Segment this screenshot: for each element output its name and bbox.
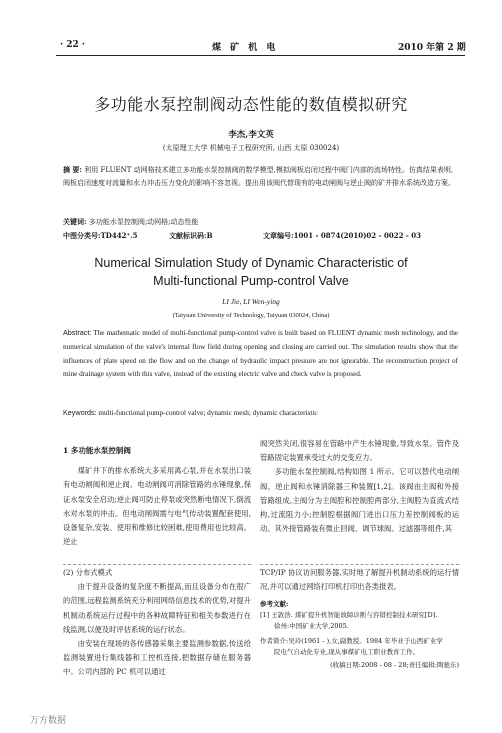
journal-name: 煤 矿 机 电 (212, 43, 279, 53)
title-cn: 多功能水泵控制阀动态性能的数值模拟研究 (94, 95, 408, 114)
right-column-bottom (260, 566, 459, 671)
keywords-en-label: Keywords: (63, 408, 97, 417)
title-en-line2: Multi-functional Pump-control Valve (153, 274, 349, 288)
left-column-bottom (63, 566, 251, 680)
right-column-top (260, 437, 459, 536)
right-paragraph-2: 多功能水泵控制阀,结构如图 1 所示。它可以替代电动闸阀、逆止阀和水锤消除器三种装置[1,2]。该阀由主阀和外接管路组成,主阀分为主阀腔和控制腔两部分,主阀腔为直流式结构,过流阻力小;控制腔根据阀门进出口压力差控制阀板的运动。其外接管路装有微止回阀、调节球阀、过滤器等组件,其 (260, 467, 459, 534)
classification-number: 中图分类号:TD442⁺.5 (63, 231, 138, 240)
abstract-en-text: The mathematic model of multi-functional pump-control valve is built based on FLUENT dynamic mesh technology, and the numerical simulation of the valve's internal flow field during opening and closing are carried out. The simulation results show that the influences of plate speed on the flow and on the change of hydraulic impact pressure are not ignorable. The reconstruction project of mine drainage system with this valve, instead of the existing electric valve and check valve is proposed. (63, 329, 458, 379)
left-column-top (63, 444, 251, 549)
keywords-cn-label: 关键词: (63, 217, 87, 226)
title-en-line1: Numerical Simulation Study of Dynamic Characteristic of (94, 256, 408, 270)
watermark: 万方数据 (30, 716, 67, 726)
abstract-en (63, 326, 458, 382)
received-date: (收稿日期:2008 - 08 - 28;责任编辑:陶驰东) (330, 661, 459, 670)
keywords-en (63, 408, 458, 417)
reference-1-line2: 徐州:中国矿业大学,2005. (274, 622, 349, 631)
left-paragraph-1: 煤矿井下的排水系统大多采用离心泵,并在水泵出口装有电动闸阀和逆止阀。电动闸阀可消除管路的水锤现象,保证水泵安全启动;逆止阀可防止停泵或突然断电情况下,倒流水对水泵的冲击。但电动闸阀需与电气传动装置配套使用,设备复杂,安装、使用和维修比较困难,使用费用也比较高。逆止 (63, 466, 251, 547)
references-title: 参考文献: (260, 600, 289, 609)
subsection-heading: (2) 分布式模式 (63, 568, 113, 577)
keywords-cn (63, 215, 457, 229)
authors-en: LI Jie, LI Wen-ying (222, 297, 280, 306)
right-paragraph-3: TCP/IP 协议访问服务器,实时地了解提升机制动系统的运行情况,并可以通过网络打印机打印出各类报表。 (260, 568, 459, 592)
affiliation-en: (Taiyuan University of Technology, Taiyuan 030024, China) (172, 312, 330, 319)
page-number: · 22 · (60, 40, 86, 50)
keywords-en-text: multi-functional pump-control valve; dynamic mesh; dynamic characteristic (98, 409, 318, 417)
left-paragraph-2: 由于提升设备的复杂度不断提高,而且设备分布在很广的范围,远程监测系统充分利用网络信息技术的优势,对提升机制动系统运行过程中的各种故障特征和相关参数进行在线监测,以便及时评估系统的运行状态。 (63, 582, 251, 634)
right-paragraph-1: 阀突然关闭,很容易在管路中产生水锤现象,导致水泵、管件及管路固定装置承受过大的交变应力。 (260, 439, 459, 463)
issue-label: 2010 年第 2 期 (398, 43, 466, 53)
document-code: 文献标识码:B (169, 231, 213, 240)
references (260, 599, 459, 671)
classification-row (63, 229, 457, 242)
keywords-cn-text: 多功能水泵控制阀;动网格;动态性能 (88, 218, 199, 226)
author-bio-line2: 院电气自动化专业,现从事煤矿电工职业教育工作。 (274, 648, 420, 657)
author-bio-line1: 作者简介:吴玲(1961 - ),女,副教授。1984 年毕业于山西矿业学 (260, 637, 443, 646)
section-heading-1: 1 多功能水泵控制阀 (63, 446, 131, 455)
authors-cn: 李杰,李文英 (228, 130, 274, 140)
abstract-en-label: Abstract: (63, 328, 92, 337)
reference-1-line1: [1] 王敦浩. 煤矿提升机智能故障诊断与容错控制技术研究[D]. (260, 611, 438, 620)
abstract-cn-label: 摘 要: (63, 165, 83, 174)
left-paragraph-3: 由安装在现场的各传感器采集主要监测参数据,传送给监测装置进行集线器和工控机连接,把数据存储在服务器中。公司内部的 PC 机可以通过 (63, 639, 251, 677)
abstract-cn-text: 利用 FLUENT 动网格技术建立多功能水泵控制阀的数学模型,模拟阀板启闭过程中阀门内部的流场特性。仿真结果表明,阀板启闭速度对流量和水力冲击压力变化的影响不容忽视。提出用该阀代替现有的电动闸阀与逆止阀的矿井排水系统改造方案。 (63, 166, 455, 187)
abstract-cn (63, 163, 457, 190)
header-rule (56, 55, 465, 56)
affiliation-cn: (太原理工大学 机械电子工程研究所, 山西 太原 030024) (162, 144, 340, 152)
article-number: 文章编号:1001 - 0874(2010)02 - 0022 - 03 (263, 231, 421, 240)
